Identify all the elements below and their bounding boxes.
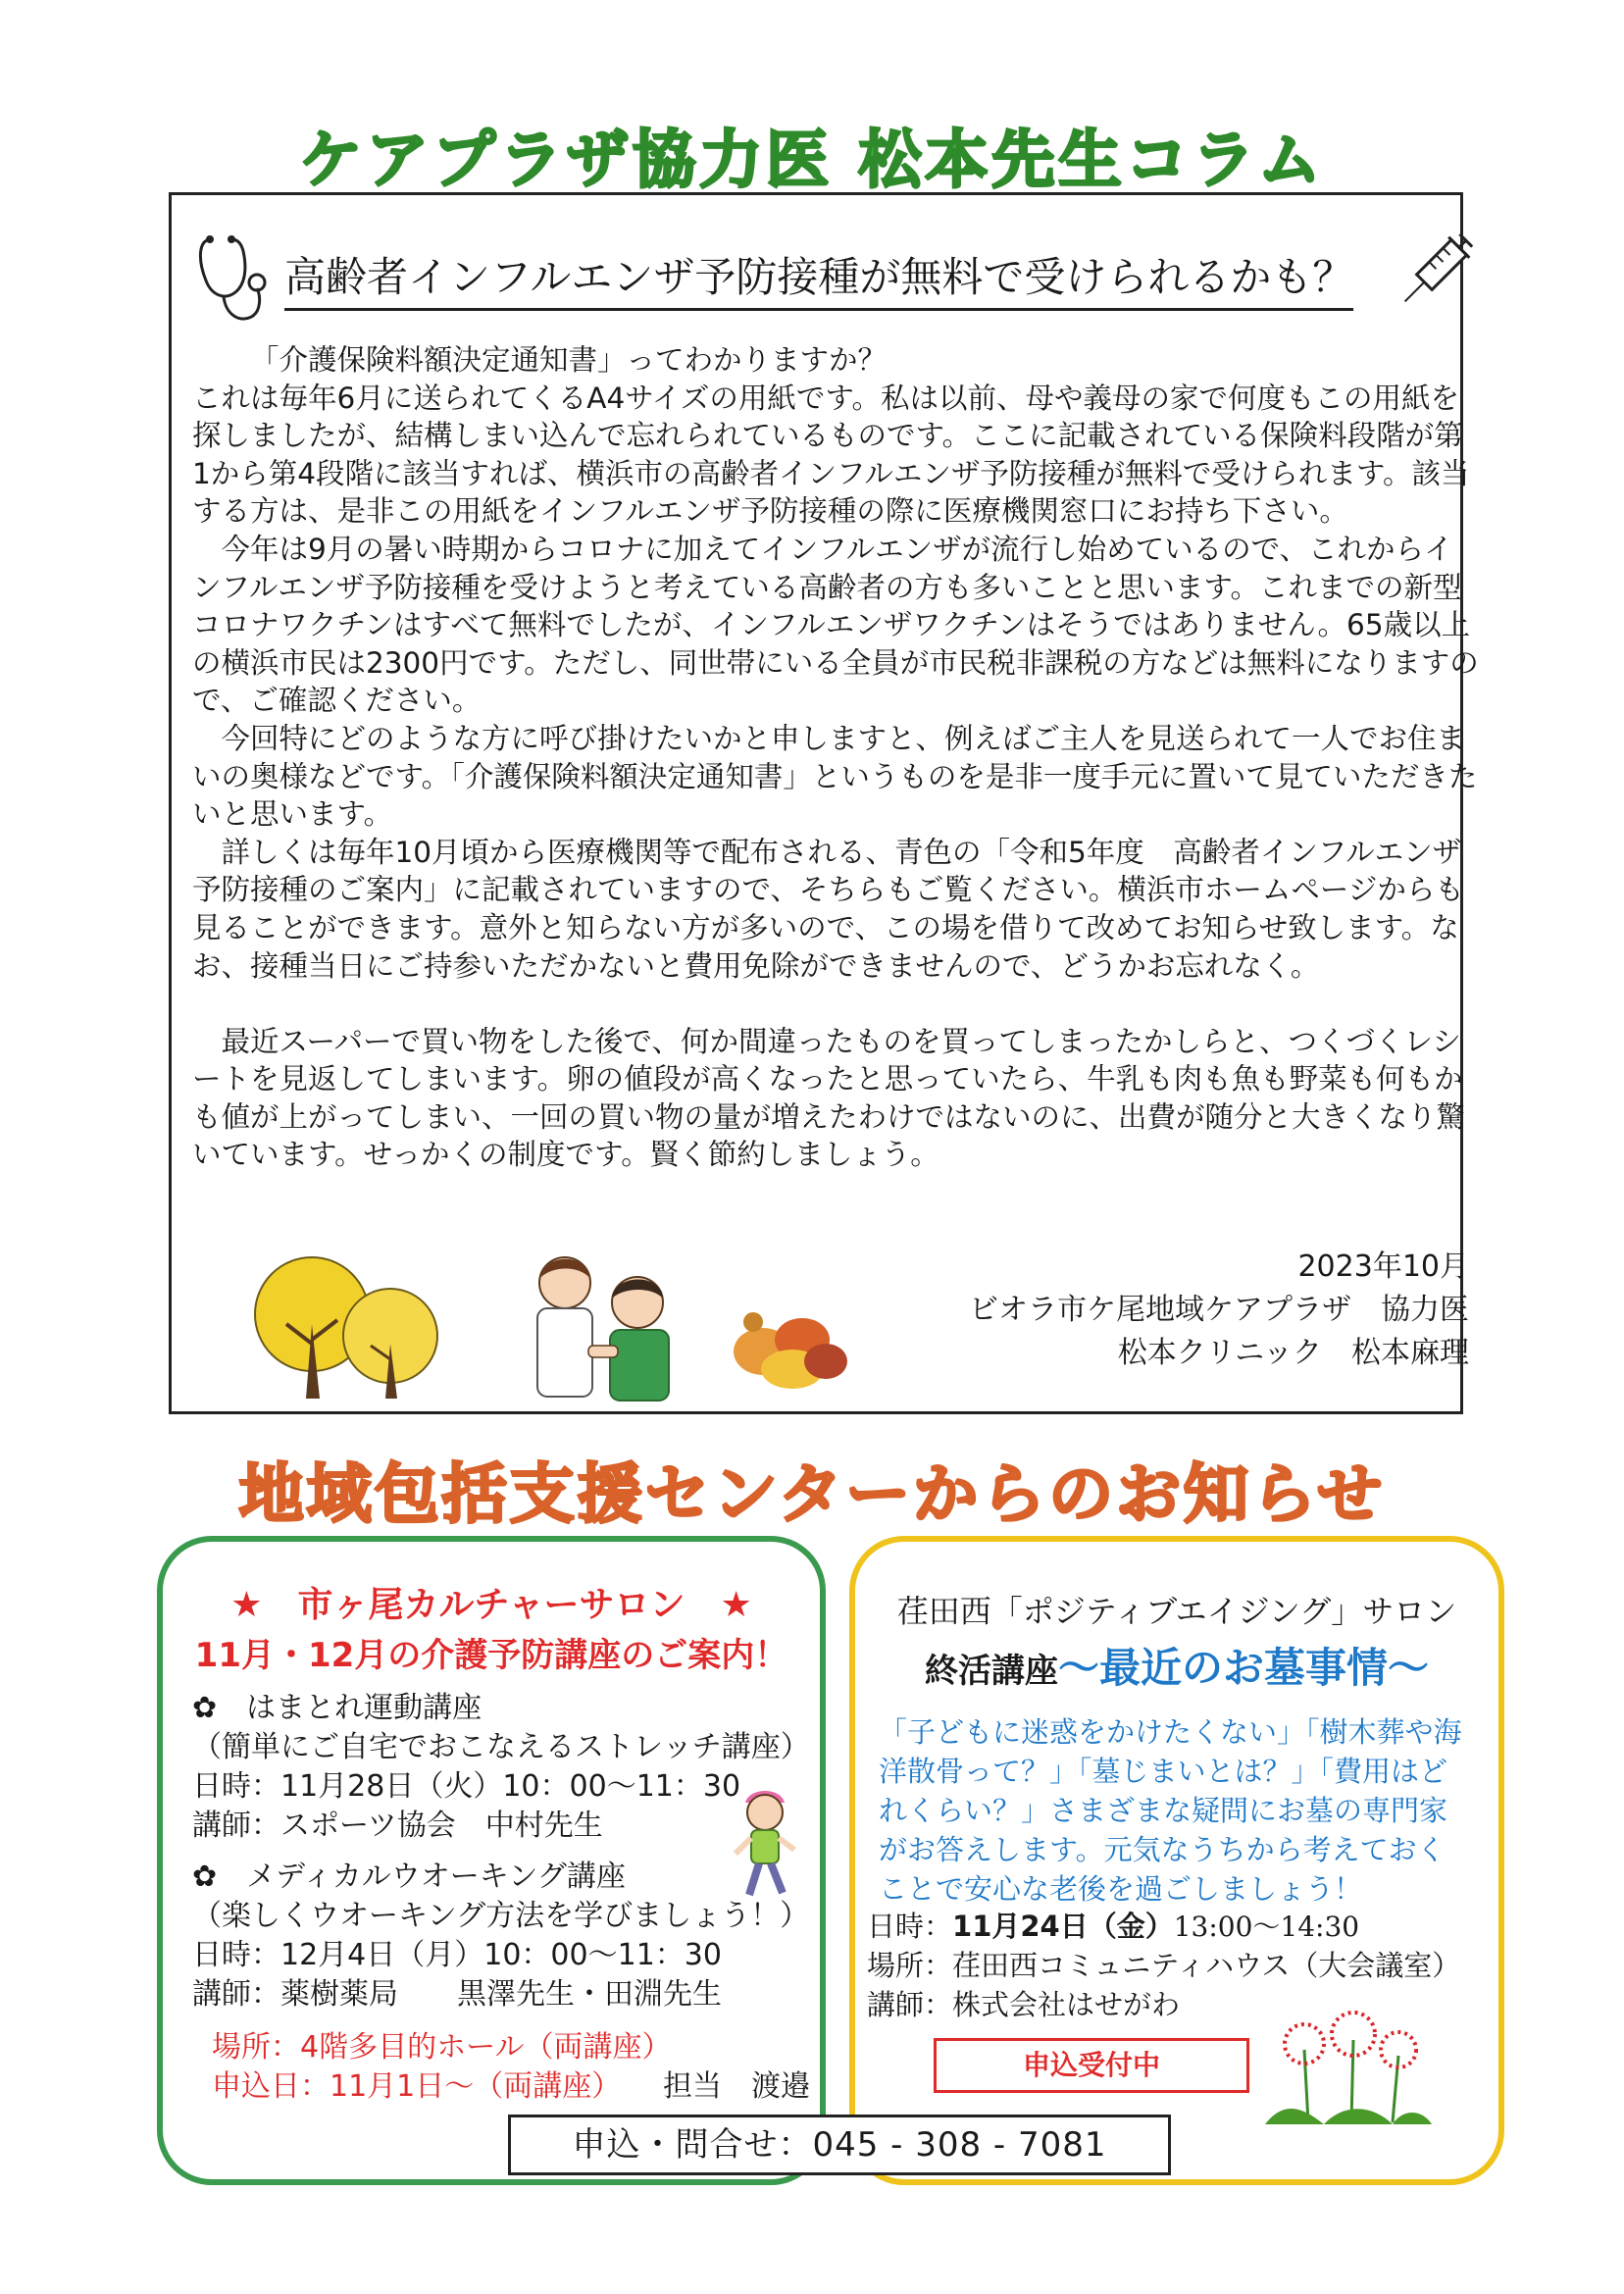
lecture1-desc: （簡単にご自宅でおこなえるストレッチ講座） [192,1730,810,1764]
lecture2-name: ✿ メディカルウオーキング講座 [192,1860,626,1894]
column-date: 2023年10月 [1297,1249,1469,1284]
article-heading: 高齢者インフルエンザ予防接種が無料で受けられるかも？ [284,245,1353,311]
paragraph-3: 今年は9月の暑い時期からコロナに加えてインフルエンザが流行し始めているので、これからインフルエンザ予防接種を受けようと考えている高齢者の方も多いことと思います。これまでの新型コロナワクチンはすべて無料でしたが、インフルエンザワクチンはそうではありません。65歳以上の横浜市民は2300円です。ただし、同世帯にいる全員が市民税非課税の方などは無料になりますので、ご確認ください。 [192,532,1479,718]
ending-salon-title: 荏田西「ポジティブエイジング」サロン [896,1593,1457,1630]
ending-seminar-lead: 終活講座 [924,1652,1058,1691]
ending-date-label: 日時： [867,1910,953,1943]
column-affiliation: ビオラ市ケ尾地域ケアプラザ 協力医 [969,1293,1469,1327]
salon-title: ★ 市ヶ尾カルチャーサロン ★ [230,1585,752,1625]
paragraph-2: これは毎年6月に送られてくるA4サイズの用紙です。私は以前、母や義母の家で何度もこの用紙を探しましたが、結構しまい込んで忘れられているものです。ここに記載されている保険料段階が第1から第4段階に該当すれば、横浜市の高齢者インフルエンザ予防接種が無料で受けられます。該当する方は、是非この用紙をインフルエンザ予防接種の際に医療機関窓口にお持ち下さい。 [192,381,1470,529]
vaccination-illustration [516,1244,692,1408]
lecture2-teacher: 講師：薬樹薬局 黒澤先生・田淵先生 [192,1977,722,2012]
ginkgo-trees-illustration [243,1255,459,1402]
lecture2-datetime: 日時：12月4日（月）10：00～11：30 [192,1938,722,1972]
ending-time: 13:00～14:30 [1173,1911,1360,1943]
lecture2-desc: （楽しくウオーキング方法を学びましょう！） [192,1899,810,1933]
accepting-applications-badge: 申込受付中 [934,2038,1249,2093]
spider-lily-illustration [1265,2001,1432,2128]
ending-date: 11月24日（金） [952,1910,1174,1943]
ending-description: 「子どもに迷惑をかけたくない」「樹木葬や海洋散骨って？」「墓じまいとは？」「費用はどれくらい？」さまざまな疑問にお墓の専門家がお答えします。元気なうちから考えておくことで安心な老後を過ごしましょう！ [879,1715,1462,1906]
column-body [192,341,1479,1174]
salon-staff: 担当 渡邉 [663,2069,810,2104]
syringe-icon [1391,228,1479,316]
paragraph-6: 最近スーパーで買い物をした後で、何か間違ったものを買ってしまったかしらと、つくづくレシートを見返してしまいます。卵の値段が高くなったと思っていたら、牛乳も肉も魚も野菜も何もかも値が上がってしまい、一回の買い物の量が増えたわけではないのに、出費が随分と大きくなり驚いています。せっかくの制度です。賢く節約しましょう。 [192,1024,1466,1172]
ending-teacher: 講師：株式会社はせがわ [867,1988,1181,2021]
lecture1-teacher: 講師：スポーツ協会 中村先生 [192,1809,603,1843]
paragraph-1: 「介護保険料額決定通知書」ってわかりますか？ [250,343,888,377]
column-author: 松本クリニック 松本麻理 [1117,1336,1469,1370]
paragraph-4: 今回特にどのような方に呼び掛けたいかと申しますと、例えばご主人を見送られて一人でお住まいの奥様などです。「介護保険料額決定通知書」というものを是非一度手元に置いて見ていただきたいと思います。 [192,721,1478,832]
paragraph-5: 詳しくは毎年10月頃から医療機関等で配布される、青色の「令和5年度 高齢者インフルエンザ予防接種のご案内」に記載されていますので、そちらもご覧ください。横浜市ホームページからも見ることができます。意外と知らない方が多いので、この場を借りて改めてお知らせ致します。なお、接種当日にご持参いただかないと費用免除ができませんので、どうかお忘れなく。 [192,835,1464,983]
lecture1-datetime: 日時：11月28日（火）10：00～11：30 [192,1769,741,1804]
section-title: 地域包括支援センターからのお知らせ [238,1456,1386,1532]
salon-place: 場所：4階多目的ホール（両講座） [212,2030,672,2065]
ending-datetime [867,1907,1359,1947]
contact-phone: 申込・問合せ：045 - 308 - 7081 [508,2115,1171,2175]
ending-seminar-main: ～最近のお墓事情～ [1057,1644,1429,1692]
autumn-leaves-illustration [724,1293,851,1395]
salon-apply: 申込日：11月1日～（両講座） [212,2069,622,2104]
lecture1-name: ✿ はまとれ運動講座 [192,1691,482,1725]
stethoscope-icon [192,231,275,330]
walking-person-illustration [716,1785,814,1907]
ending-place: 場所：荏田西コミュニティハウス（大会議室） [867,1949,1461,1982]
column-title: ケアプラザ協力医 松本先生コラム [299,125,1325,197]
ending-seminar-title [863,1636,1491,1695]
salon-subtitle: 11月・12月の介護予防講座のご案内！ [194,1636,788,1675]
